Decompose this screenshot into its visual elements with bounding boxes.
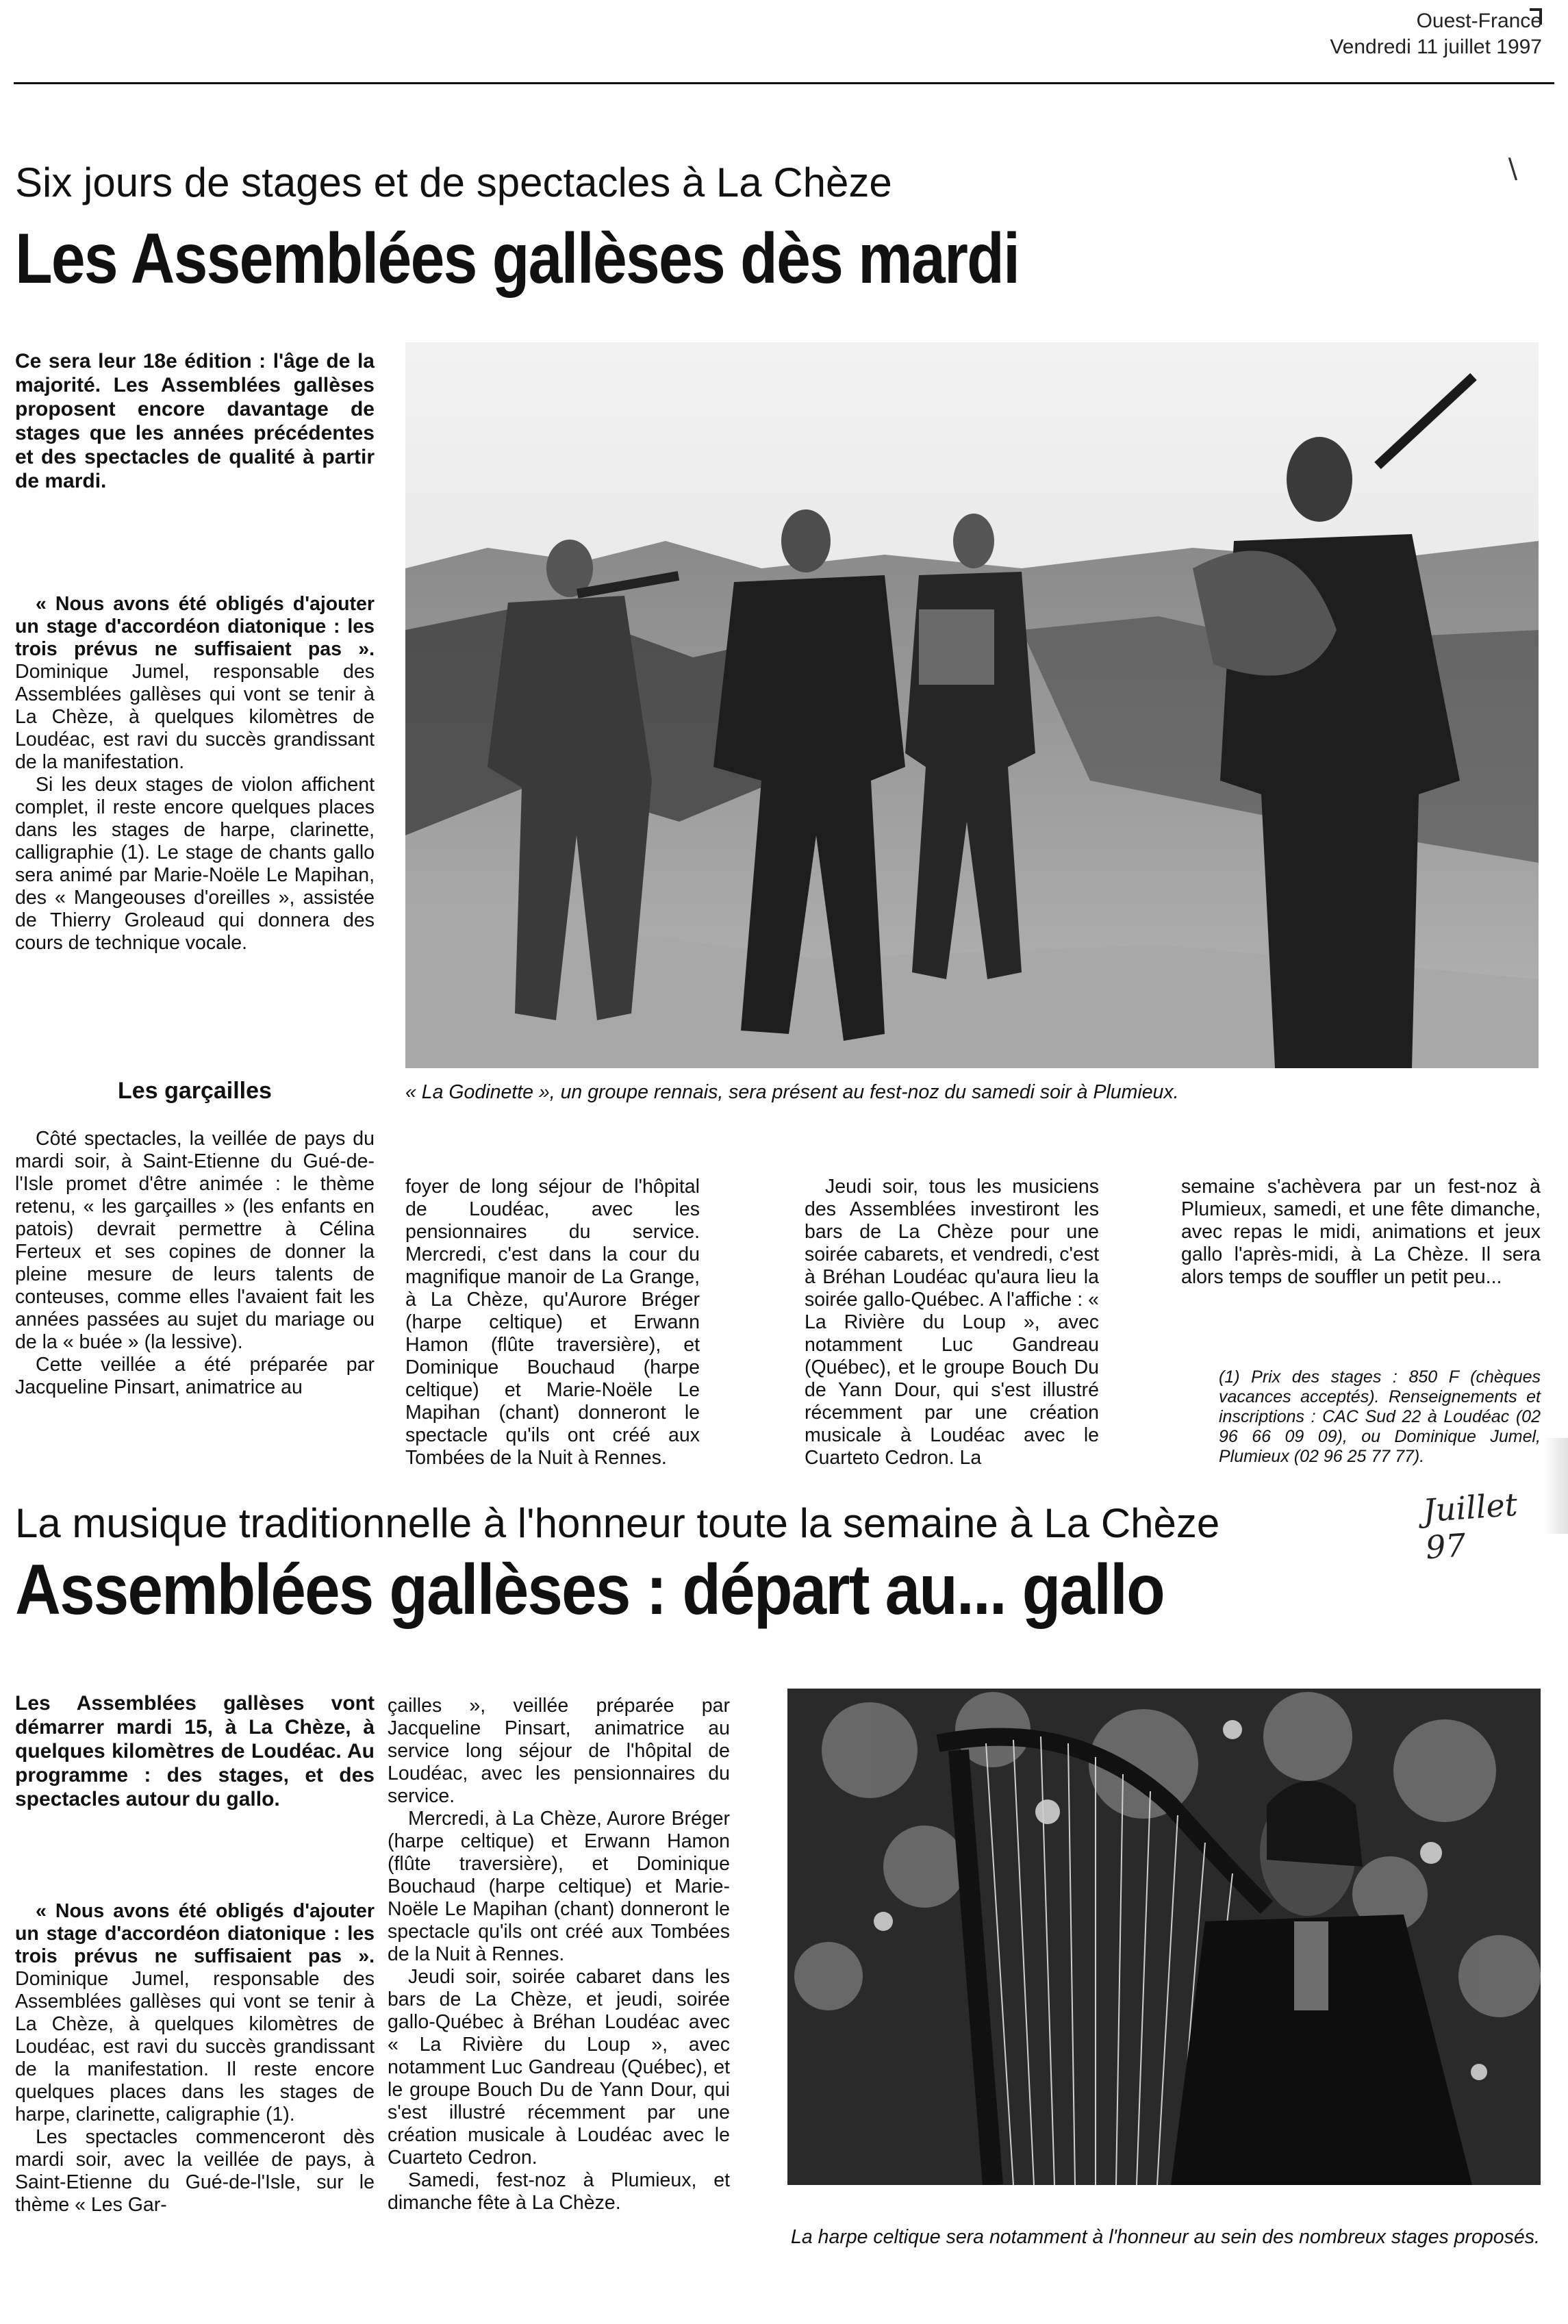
article1-quote: « Nous avons été obligés d'ajouter un stage d'accordéon diatonique : les trois prévus ne suffisaient pas ».	[15, 593, 375, 660]
article2-col2-para4: Samedi, fest-noz à Plumieux, et dimanche fête à La Chèze.	[388, 2169, 730, 2214]
article1-col1-para4: Cette veillée a été préparée par Jacqueline Pinsart, animatrice au	[15, 1354, 375, 1398]
article2-col1-para1: Dominique Jumel, responsable des Assemblées gallèses qui vont se tenir à La Chèze, à quelques kilomètres de Loudéac, est ravi du succès grandissant de la manifestation. Il reste encore quelques places dans les stages de harpe, clarinette, caligraphie (1).	[15, 1968, 375, 2125]
article1-column-2	[405, 1176, 700, 1469]
article2-column-1	[15, 1900, 375, 2216]
article2-col2-para3: Jeudi soir, soirée cabaret dans les bars de La Chèze, et jeudi, soirée gallo-Québec à Bréhan Loudéac avec « La Rivière du Loup », avec notamment Luc Gandreau (Québec), et le groupe Bouch Du de Yann Dour, qui s'est illustré récemment par une création musicale à Loudéac avec le Cuarteto Cedron.	[388, 1966, 730, 2169]
article1-column-4	[1181, 1176, 1541, 1289]
publication-date: Vendredi 11 juillet 1997	[1330, 36, 1542, 58]
article2-quote: « Nous avons été obligés d'ajouter un stage d'accordéon diatonique : les trois prévus ne suffisaient pas ».	[15, 1900, 375, 1967]
article2-column-2	[388, 1695, 730, 2214]
header-rule	[14, 82, 1554, 84]
harp-photo-image	[787, 1689, 1541, 2185]
article1-headline: Les Assemblées gallèses dès mardi	[15, 219, 1020, 299]
article1-col4-text: semaine s'achèvera par un fest-noz à Plumieux, samedi, et une fête dimanche, avec repas le midi, animations et jeux gallo l'après-midi, à La Chèze. Il sera alors temps de souffler un petit peu...	[1181, 1176, 1541, 1288]
article1-column-1	[15, 593, 375, 955]
article1-col1-para1: Dominique Jumel, responsable des Assemblées gallèses qui vont se tenir à La Chèze, à quelques kilomètres de Loudéac, est ravi du succès grandissant de la manifestation.	[15, 661, 375, 773]
article1-col2-text: foyer de long séjour de l'hôpital de Loudéac, avec les pensionnaires du service. Mercredi, c'est dans la cour du magnifique manoir de La Grange, à La Chèze, qu'Aurore Bréger (harpe celtique) et Erwann Hamon (flûte traversière), et Dominique Bouchaud (harpe celtique) et Marie-Noële Le Mapihan (chant) donneront le spectacle qu'ils ont créé aux Tombées de la Nuit à Rennes.	[405, 1176, 700, 1469]
masthead	[1330, 8, 1542, 60]
article1-column-3	[805, 1176, 1099, 1469]
article1-column-1b	[15, 1128, 375, 1399]
band-photo-image	[405, 342, 1539, 1068]
article1-col1-para3: Côté spectacles, la veillée de pays du mardi soir, à Saint-Etienne du Gué-de-l'Isle promet d'être animée : le thème retenu, « les garçailles » (les enfants en patois) devrait permettre à Célina Ferteux et ses copines de donner la pleine mesure de leurs talents de conteuses, comme elles l'avaient fait les années passées au sujet du mariage ou de la « buée » (la lessive).	[15, 1128, 375, 1353]
article2-kicker: La musique traditionnelle à l'honneur toute la semaine à La Chèze	[15, 1500, 1220, 1546]
band-photo	[405, 342, 1539, 1068]
handwritten-date: Juillet 97	[1421, 1485, 1519, 1567]
corner-mark	[1530, 8, 1542, 25]
article2-col1-para2: Les spectacles commenceront dès mardi soir, avec la veillée de pays, à Saint-Etienne du Gué-de-l'Isle, sur le thème « Les Gar-	[15, 2126, 375, 2216]
newspaper-name: Ouest-France	[1416, 10, 1542, 32]
article1-col3-text: Jeudi soir, tous les musiciens des Assemblées investiront les bars de La Chèze pour une soirée cabarets, et vendredi, c'est à Bréhan Loudéac qu'aura lieu la soirée gallo-Québec. A l'affiche : « La Rivière du Loup », avec notamment Luc Gandreau (Québec), et le groupe Bouch Du de Yann Dour, qui s'est illustré récemment par une création musicale à Loudéac avec le Cuarteto Cedron. La	[805, 1176, 1099, 1469]
article1-col1-para2: Si les deux stages de violon affichent complet, il reste encore quelques places dans les stages de harpe, clarinette, calligraphie (1). Le stage de chants gallo sera animé par Marie-Noële Le Mapihan, des « Mangeouses d'oreilles », assistée de Thierry Groleaud qui donnera des cours de technique vocale.	[15, 774, 375, 954]
harp-photo-caption: La harpe celtique sera notamment à l'honneur au sein des nombreux stages proposés.	[791, 2226, 1540, 2248]
margin-mark: ∖	[1503, 155, 1521, 185]
article2-col2-para1: çailles », veillée préparée par Jacqueline Pinsart, animatrice au service long séjour de l'hôpital de Loudéac, avec les pensionnaires du service.	[388, 1695, 730, 1807]
article1-lede: Ce sera leur 18e édition : l'âge de la majorité. Les Assemblées gallèses proposent encore davantage de stages que les années précédentes et des spectacles de qualité à partir de mardi.	[15, 350, 375, 492]
article2-col2-para2: Mercredi, à La Chèze, Aurore Bréger (harpe celtique) et Erwann Hamon (flûte traversière), et Dominique Bouchaud (harpe celtique) et Marie-Noële Le Mapihan (chant) donneront le spectacle qu'ils ont créé aux Tombées de la Nuit à Rennes.	[388, 1808, 730, 1965]
article2-headline: Assemblées gallèses : départ au... gallo	[15, 1550, 1164, 1630]
article1-subhead: Les garçailles	[118, 1078, 272, 1104]
harp-photo	[787, 1689, 1541, 2185]
band-photo-caption: « La Godinette », un groupe rennais, sera présent au fest-noz du samedi soir à Plumieux.	[405, 1081, 1179, 1103]
article2-lede: Les Assemblées gallèses vont démarrer mardi 15, à La Chèze, à quelques kilomètres de Loudéac. Au programme : des stages, et des spectacles autour du gallo.	[15, 1692, 375, 1810]
article1-footnote: (1) Prix des stages : 850 F (chèques vacances acceptés). Renseignements et inscriptions : CAC Sud 22 à Loudéac (02 96 66 09 09), ou Dominique Jumel, Plumieux (02 96 25 77 77).	[1219, 1367, 1541, 1466]
article1-kicker: Six jours de stages et de spectacles à La Chèze	[15, 160, 892, 205]
